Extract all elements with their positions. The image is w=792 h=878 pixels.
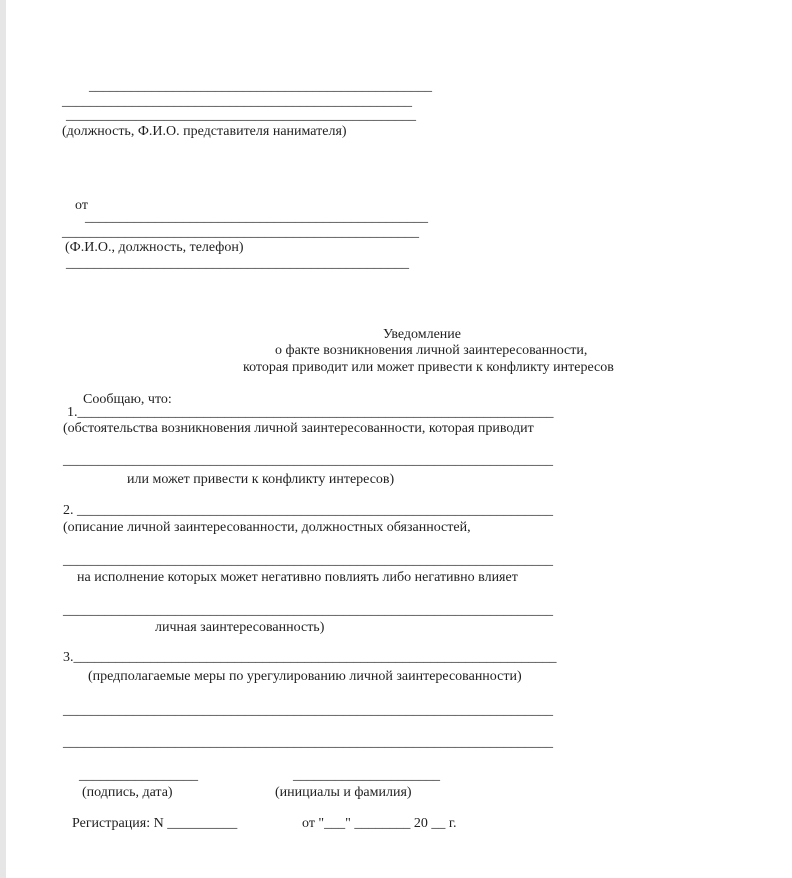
item2-blank-rule-1: ______________________________________________________________________	[63, 553, 553, 568]
recipient-blank-line-3: __________________________________________________	[66, 108, 416, 123]
item1-numbered-line: 1.____________________________________________________________________	[67, 405, 554, 420]
item2-caption-3: личная заинтересованность)	[155, 620, 325, 635]
item1-blank-rule: ______________________________________________________________________	[63, 453, 553, 468]
item3-blank-rule-2: ______________________________________________________________________	[63, 735, 553, 750]
item2-blank-rule-2: ______________________________________________________________________	[63, 603, 553, 618]
item3-caption: (предполагаемые меры по урегулированию личной заинтересованности)	[88, 669, 522, 684]
item2-caption-2: на исполнение которых может негативно повлиять либо негативно влияет	[77, 570, 518, 585]
recipient-caption: (должность, Ф.И.О. представителя нанимателя)	[62, 124, 347, 139]
sender-blank-line-1: _________________________________________________	[85, 210, 428, 225]
sender-caption: (Ф.И.О., должность, телефон)	[65, 240, 244, 255]
item1-caption-1: (обстоятельства возникновения личной заинтересованности, которая приводит	[63, 421, 534, 436]
recipient-blank-line-1: _________________________________________________	[89, 79, 432, 94]
signature-caption: (подпись, дата)	[82, 785, 173, 800]
item3-numbered-line: 3._____________________________________________________________________	[63, 650, 557, 665]
document-title-line-1: Уведомление	[383, 327, 462, 342]
item2-numbered-line: 2. ____________________________________________________________________	[63, 503, 553, 518]
registration-number-label: Регистрация: N __________	[72, 816, 238, 831]
name-caption: (инициалы и фамилия)	[275, 785, 412, 800]
sender-blank-line-3: _________________________________________________	[66, 256, 409, 271]
intro-text: Сообщаю, что:	[83, 392, 172, 407]
document-title-line-2: о факте возникновения личной заинтересованности,	[275, 343, 588, 358]
signature-blank-line: _________________	[79, 768, 198, 783]
document-title-line-3: которая приводит или может привести к конфликту интересов	[243, 360, 614, 375]
item3-blank-rule-1: ______________________________________________________________________	[63, 703, 553, 718]
sender-from-label: от	[75, 198, 88, 213]
recipient-blank-line-2: __________________________________________________	[62, 94, 412, 109]
name-blank-line: _____________________	[293, 768, 440, 783]
item2-caption-1: (описание личной заинтересованности, должностных обязанностей,	[63, 520, 471, 535]
page-left-edge	[0, 0, 6, 878]
registration-date-label: от "___" ________ 20 __ г.	[302, 816, 457, 831]
sender-blank-line-2: ___________________________________________________	[62, 225, 419, 240]
item1-caption-2: или может привести к конфликту интересов)	[127, 472, 395, 487]
